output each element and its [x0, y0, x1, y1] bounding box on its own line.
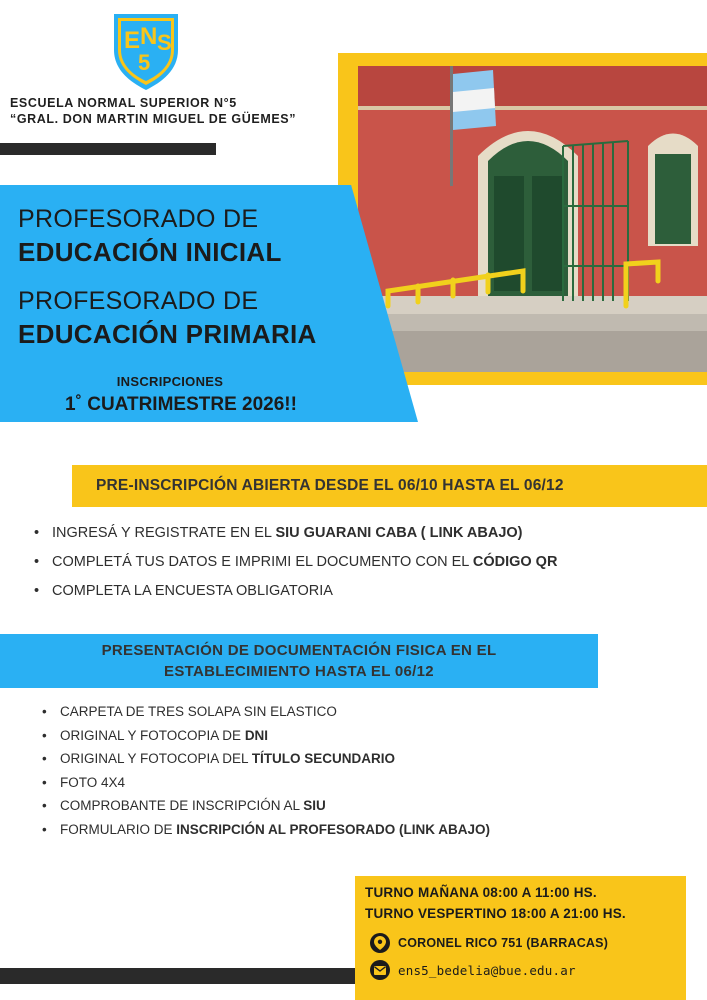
- list-item: • INGRESÁ Y REGISTRATE EN EL SIU GUARANI CABA ( LINK ABAJO): [34, 522, 557, 551]
- profesorado-primaria-label: PROFESORADO DE: [18, 287, 259, 315]
- decorative-bar-bottom: [0, 968, 355, 984]
- svg-text:N: N: [140, 23, 158, 50]
- envelope-icon: [370, 960, 390, 980]
- school-entrance-photo: [358, 66, 707, 372]
- school-name-line2: “GRAL. DON MARTIN MIGUEL DE GÜEMES”: [10, 112, 297, 126]
- documentacion-title-line1: PRESENTACIÓN DE DOCUMENTACIÓN FISICA EN EL: [101, 642, 497, 659]
- turno-vespertino: TURNO VESPERTINO 18:00 A 21:00 HS.: [365, 906, 626, 921]
- profesorado-inicial-title: EDUCACIÓN INICIAL: [18, 237, 282, 267]
- list-item: • COMPLETA LA ENCUESTA OBLIGATORIA: [34, 580, 557, 609]
- documentacion-banner: [0, 634, 598, 688]
- inscripciones-label: INSCRIPCIONES: [116, 374, 224, 389]
- list-item: • COMPROBANTE DE INSCRIPCIÓN AL SIU: [42, 797, 490, 821]
- profesorado-inicial-label: PROFESORADO DE: [18, 205, 259, 233]
- svg-text:E: E: [124, 27, 141, 54]
- location-pin-icon: [370, 933, 390, 953]
- pre-inscripcion-banner: [72, 465, 707, 507]
- documentacion-requirements: [42, 703, 490, 844]
- list-item: • CARPETA DE TRES SOLAPA SIN ELASTICO: [42, 703, 490, 727]
- list-item: • FOTO 4X4: [42, 774, 490, 798]
- list-item: • ORIGINAL Y FOTOCOPIA DE DNI: [42, 727, 490, 751]
- school-name: [10, 95, 350, 127]
- decorative-bar-top: [0, 143, 216, 155]
- pre-inscripcion-steps: [34, 522, 557, 609]
- list-item: • FORMULARIO DE INSCRIPCIÓN AL PROFESORADO (LINK ABAJO): [42, 821, 490, 845]
- list-item: • ORIGINAL Y FOTOCOPIA DEL TÍTULO SECUNDARIO: [42, 750, 490, 774]
- address-text: CORONEL RICO 751 (BARRACAS): [398, 936, 609, 950]
- turno-manana: TURNO MAÑANA 08:00 A 11:00 HS.: [365, 885, 597, 900]
- svg-text:S: S: [157, 30, 172, 55]
- school-name-line1: ESCUELA NORMAL SUPERIOR N°5: [10, 96, 237, 110]
- email-row: [370, 960, 576, 980]
- documentacion-title-line2: ESTABLECIMIENTO HASTA EL 06/12: [164, 663, 434, 680]
- pre-inscripcion-title: PRE-INSCRIPCIÓN ABIERTA DESDE EL 06/10 HASTA EL 06/12: [96, 477, 564, 494]
- school-shield-logo: [110, 10, 182, 92]
- address-row: [370, 933, 608, 953]
- list-item: • COMPLETÁ TUS DATOS E IMPRIMI EL DOCUMENTO CON EL CÓDIGO QR: [34, 551, 557, 580]
- cuatrimestre-title: 1˚ CUATRIMESTRE 2026!!: [65, 394, 297, 415]
- profesorado-primaria-title: EDUCACIÓN PRIMARIA: [18, 319, 317, 349]
- svg-text:5: 5: [138, 50, 151, 75]
- email-link[interactable]: ens5_bedelia@bue.edu.ar: [398, 962, 576, 978]
